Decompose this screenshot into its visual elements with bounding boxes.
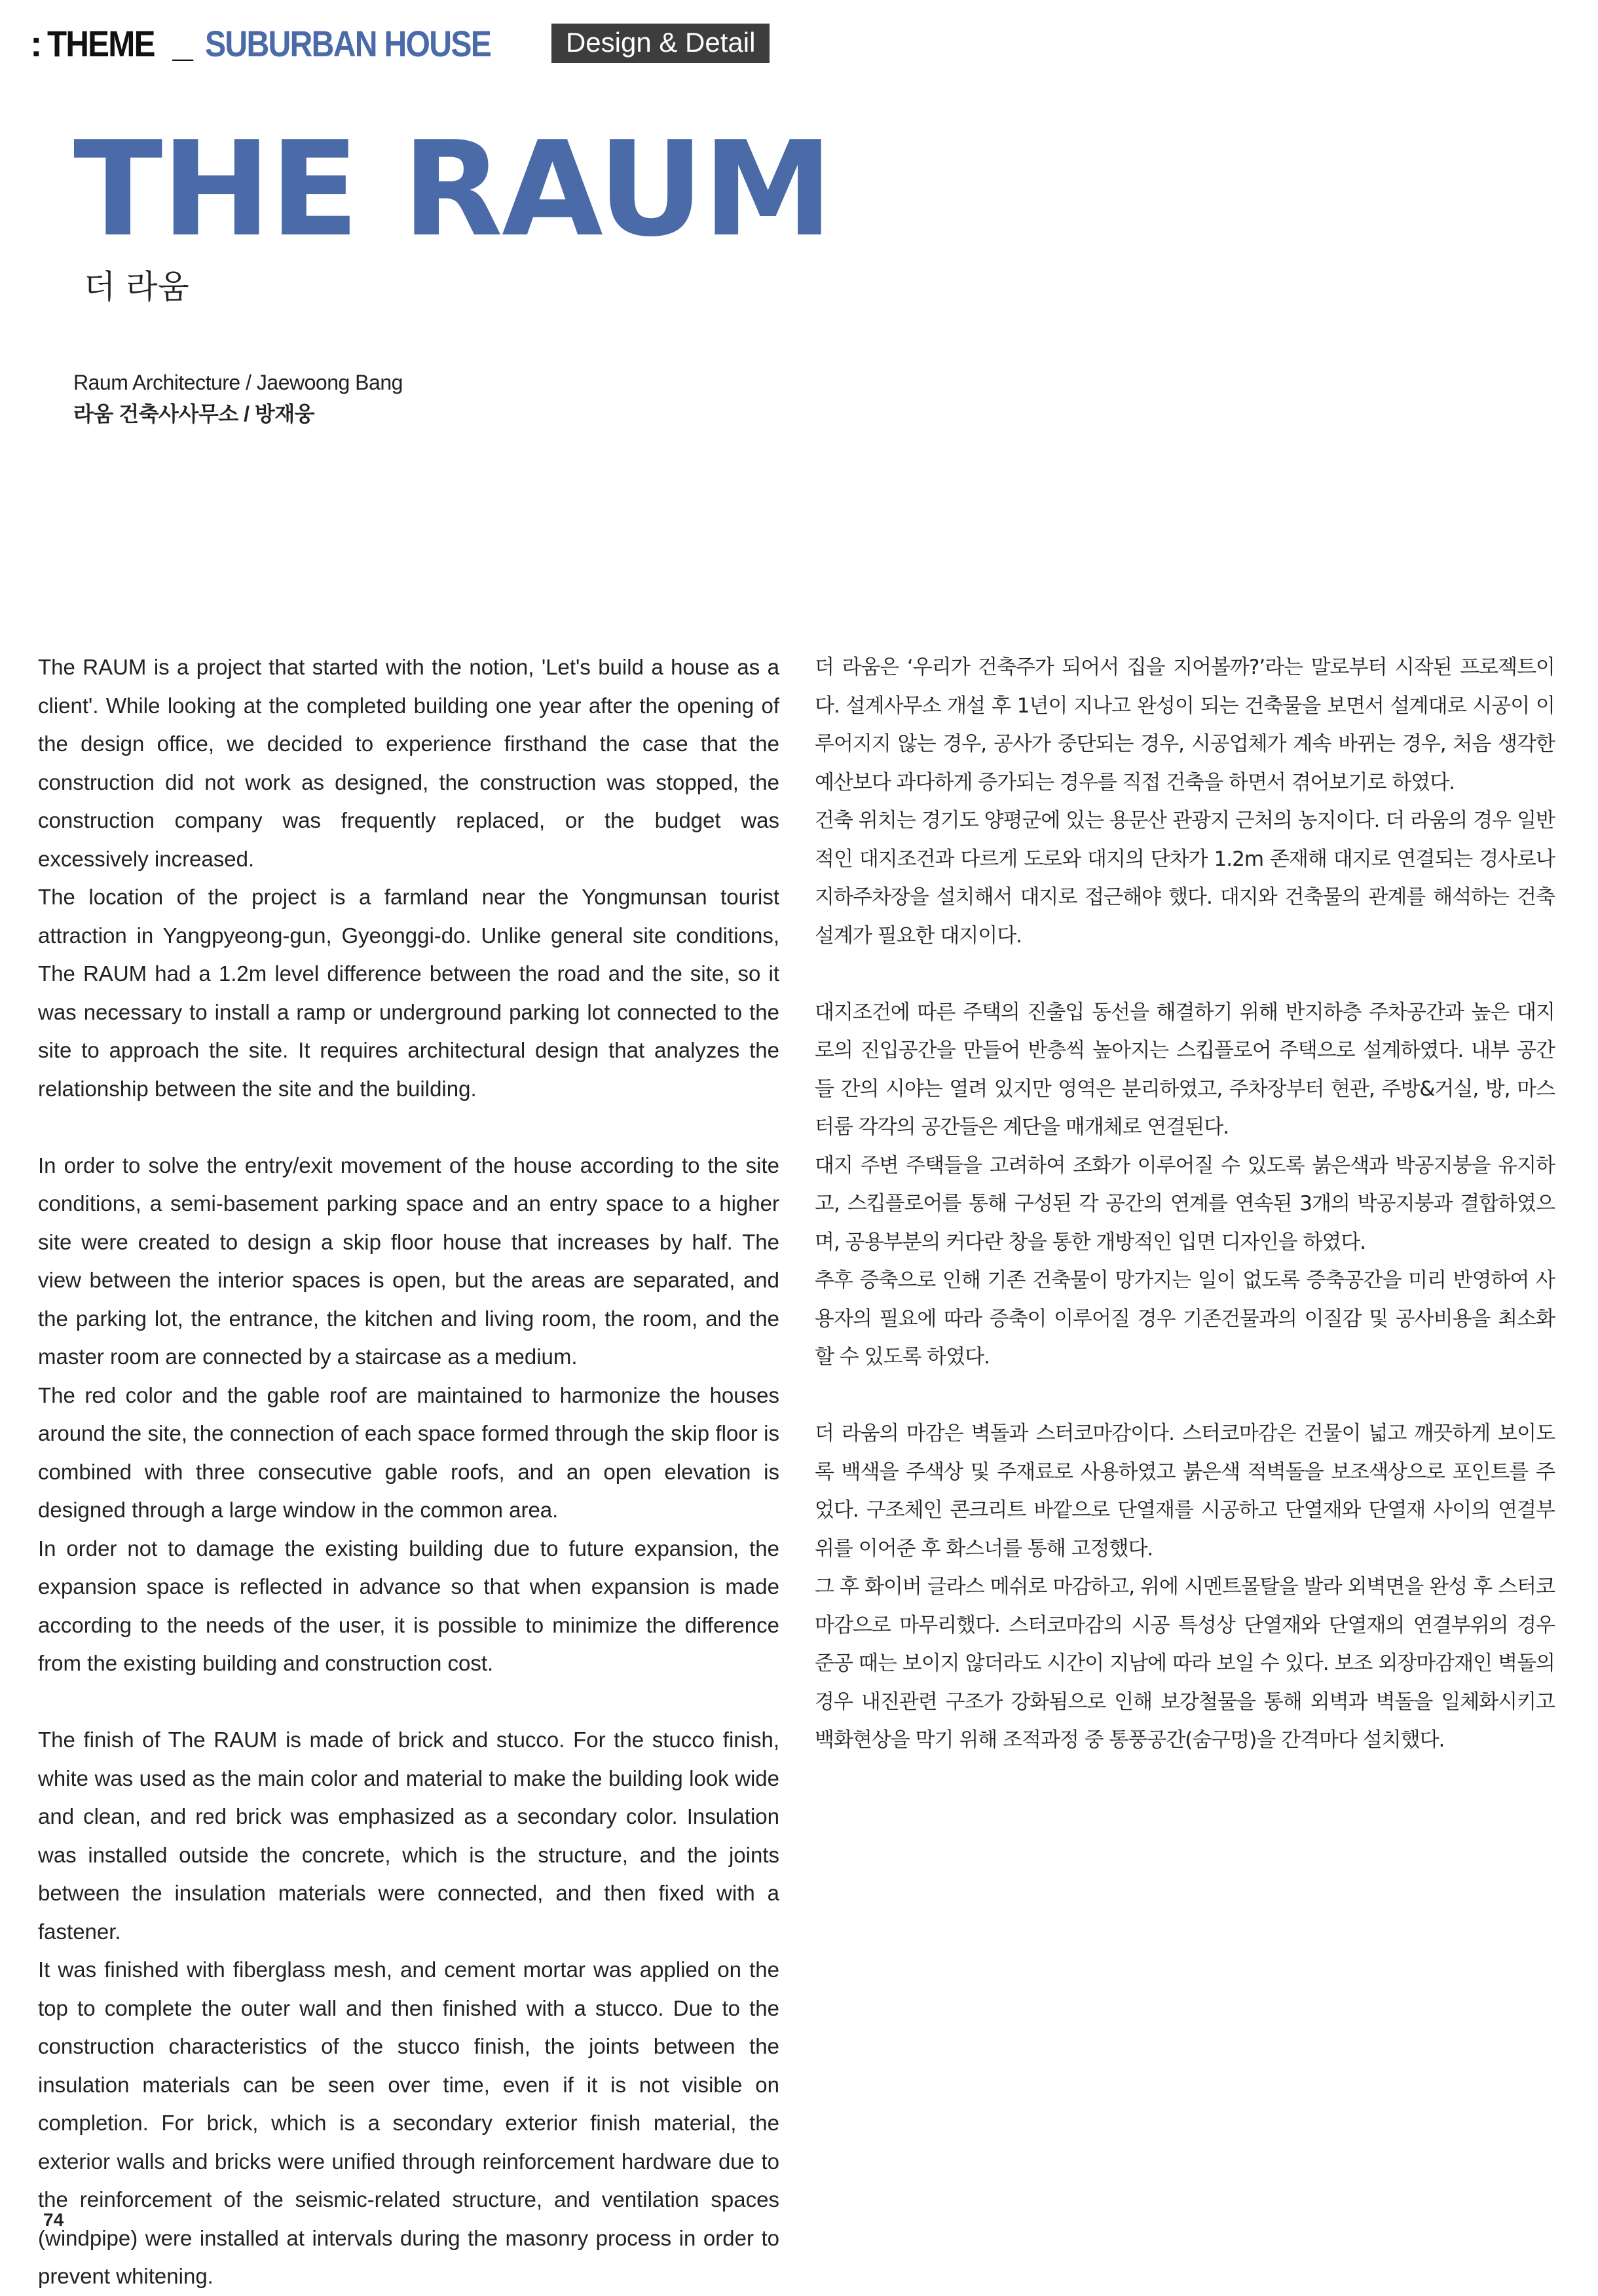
english-paragraph: The RAUM is a project that started with the notion, 'Let's build a house as a client'. While looking at the completed building one year after the opening of the design office, we decided to experience firsthand the case that the construction did not work as designed, the construction was stopped, the construction company was frequently replaced, or the budget was excessively increased. <box>38 655 779 871</box>
korean-paragraph: 추후 증축으로 인해 기존 건축물이 망가지는 일이 없도록 증축공간을 미리 반영하여 사용자의 필요에 따라 증축이 이루어질 경우 기존건물과의 이질감 및 공사비용을 최소화할 수 있도록 하였다. <box>815 1268 1555 1369</box>
header-colon: : <box>30 22 42 64</box>
magazine-header <box>30 17 770 69</box>
korean-text-column <box>815 648 1555 1760</box>
author-korean: 라움 건축사사무소 / 방재웅 <box>73 402 315 426</box>
article-subtitle: 더 라움 <box>84 268 189 306</box>
author-credits <box>73 367 403 430</box>
header-badge: Design & Detail <box>551 24 770 63</box>
english-paragraph: In order not to damage the existing building due to future expansion, the expansion space is reflected in advance so that when expansion is made according to the needs of the user, it is possible to minimize the difference from the existing building and construction cost. <box>38 1536 779 1675</box>
english-paragraph: The red color and the gable roof are maintained to harmonize the houses around the site, the connection of each space formed through the skip floor is combined with three consecutive gable roofs, and an open elevation is designed through a large window in the common area. <box>38 1382 779 1522</box>
author-english: Raum Architecture / Jaewoong Bang <box>73 371 403 394</box>
english-text-column <box>38 648 779 2296</box>
english-paragraph: It was finished with fiberglass mesh, and cement mortar was applied on the top to complete the outer wall and then finished with a stucco. Due to the construction characteristics of the stucco finish, the joints between the insulation materials can be seen over time, even if it is not visible on completion. For brick, which is a secondary exterior finish material, the exterior walls and bricks were unified through reinforcement hardware due to the reinforcement of the seismic-related structure, and ventilation spaces (windpipe) were installed at intervals during the masonry process in order to prevent whitening. <box>38 1957 779 2288</box>
english-paragraph: The location of the project is a farmland near the Yongmunsan tourist attraction in Yangpyeong-gun, Gyeonggi-do. Unlike general site conditions, The RAUM had a 1.2m level difference between the road and the site, so it was necessary to install a ramp or underground parking lot connected to the site to approach the site. It requires architectural design that analyzes the relationship between the site and the building. <box>38 885 779 1101</box>
korean-paragraph: 더 라움은 ‘우리가 건축주가 되어서 집을 지어볼까?’라는 말로부터 시작된 프로젝트이다. 설계사무소 개설 후 1년이 지나고 완성이 되는 건축물을 보면서 설계대로 시공이 이루어지지 않는 경우, 공사가 중단되는 경우, 시공업체가 계속 바뀌는 경우, 처음 생각한 예산보다 과다하게 증가되는 경우를 직접 건축을 하면서 겪어보기로 하였다. <box>815 656 1555 794</box>
korean-paragraph: 대지조건에 따른 주택의 진출입 동선을 해결하기 위해 반지하층 주차공간과 높은 대지로의 진입공간을 만들어 반층씩 높아지는 스킵플로어 주택으로 설계하였다. 내부 공간들 간의 시야는 열려 있지만 영역은 분리하였고, 주차장부터 현관, 주방&거실, 방, 마스터룸 각각의 공간들은 계단을 매개체로 연결된다. <box>815 1000 1555 1139</box>
korean-paragraph: 그 후 화이버 글라스 메쉬로 마감하고, 위에 시멘트몰탈을 발라 외벽면을 완성 후 스터코마감으로 마무리했다. 스터코마감의 시공 특성상 단열재와 단열재의 연결부위의 경우 준공 때는 보이지 않더라도 시간이 지남에 따라 보일 수 있다. 보조 외장마감재인 벽돌의 경우 내진관련 구조가 강화됨으로 인해 보강철물을 통해 외벽과 벽돌을 일체화시키고 백화현상을 막기 위해 조적과정 중 통풍공간(숨구멍)을 간격마다 설치했다. <box>815 1575 1555 1752</box>
english-paragraph: In order to solve the entry/exit movement of the house according to the site conditions, a semi-basement parking space and an entry space to a higher site were created to design a skip floor house that increases by half. The view between the interior spaces is open, but the areas are separated, and the parking lot, the entrance, the kitchen and living room, the room, and the master room are connected by a staircase as a medium. <box>38 1153 779 1369</box>
header-theme-label: THEME <box>46 22 155 64</box>
korean-paragraph: 건축 위치는 경기도 양평군에 있는 용문산 관광지 근처의 농지이다. 더 라움의 경우 일반적인 대지조건과 다르게 도로와 대지의 단차가 1.2m 존재해 대지로 연결되는 경사로나 지하주차장을 설치해서 대지로 접근해야 했다. 대지와 건축물의 관계를 해석하는 건축설계가 필요한 대지이다. <box>815 809 1555 948</box>
article-title: THE RAUM <box>73 113 832 266</box>
korean-paragraph: 대지 주변 주택들을 고려하여 조화가 이루어질 수 있도록 붉은색과 박공지붕을 유지하고, 스킵플로어를 통해 구성된 각 공간의 연계를 연속된 3개의 박공지붕과 결합하였으며, 공용부분의 커다란 창을 통한 개방적인 입면 디자인을 하였다. <box>815 1153 1555 1254</box>
header-separator: _ <box>172 22 193 64</box>
page-number: 74 <box>43 2210 64 2230</box>
header-section-label: SUBURBAN HOUSE <box>204 22 491 64</box>
english-paragraph: The finish of The RAUM is made of brick and stucco. For the stucco finish, white was used as the main color and material to make the building look wide and clean, and red brick was emphasized as a secondary color. Insulation was installed outside the concrete, which is the structure, and the joints between the insulation materials were connected, and then fixed with a fastener. <box>38 1728 779 1944</box>
korean-paragraph: 더 라움의 마감은 벽돌과 스터코마감이다. 스터코마감은 건물이 넓고 깨끗하게 보이도록 백색을 주색상 및 주재료로 사용하였고 붉은색 적벽돌을 보조색상으로 포인트를 주었다. 구조체인 콘크리트 바깥으로 단열재를 시공하고 단열재와 단열재 사이의 연결부위를 이어준 후 화스너를 통해 고정했다. <box>815 1422 1555 1561</box>
